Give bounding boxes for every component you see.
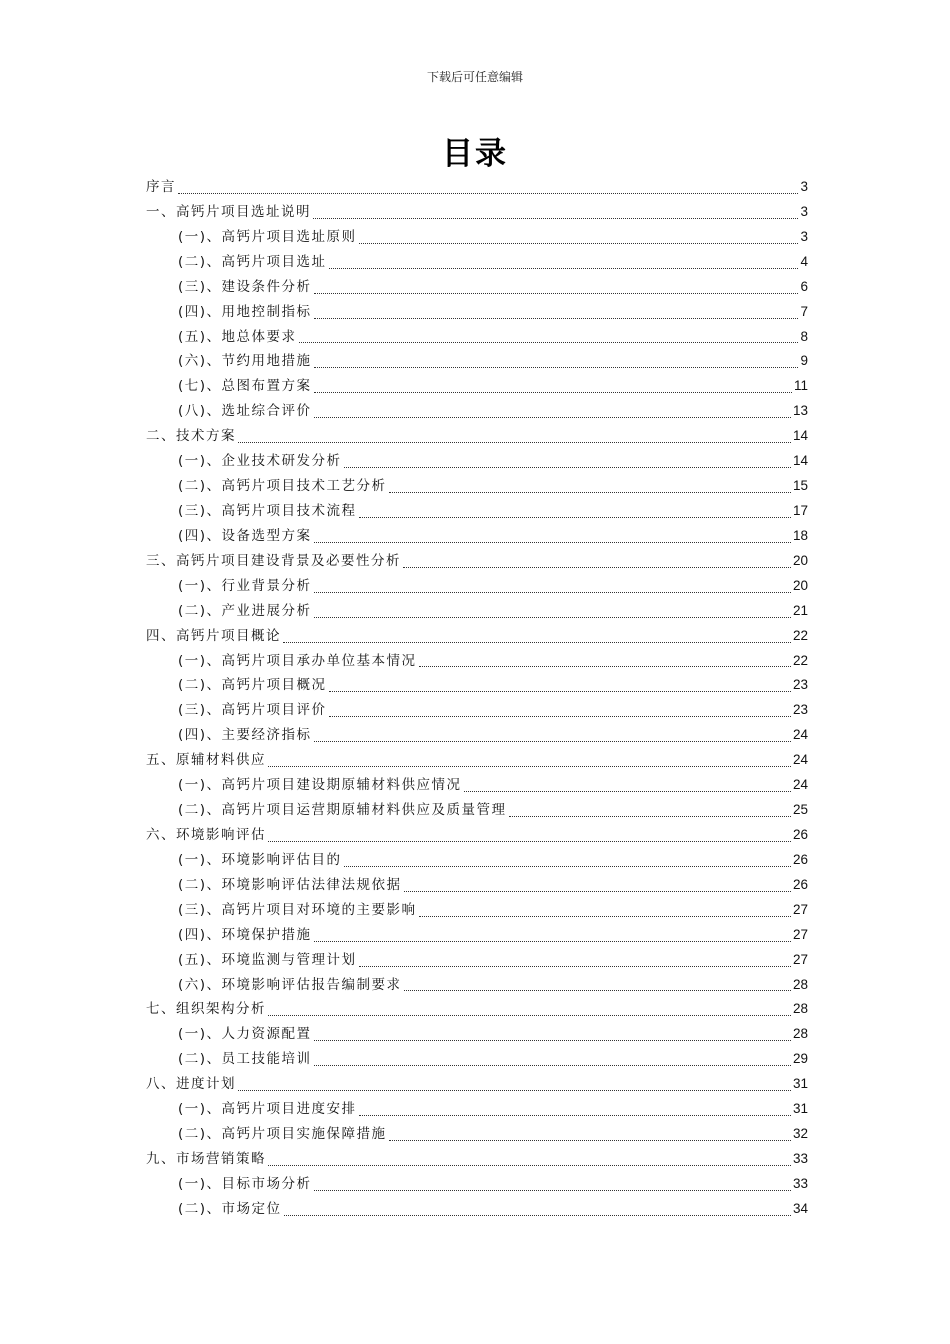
toc-page-number: 15 <box>792 478 808 494</box>
toc-entry-title: 序言 <box>146 179 176 195</box>
toc-entry[interactable] <box>146 275 808 300</box>
toc-page-number: 3 <box>800 228 808 244</box>
toc-page-number: 24 <box>792 752 808 768</box>
toc-entry[interactable] <box>146 449 808 474</box>
toc-entry[interactable] <box>146 698 808 723</box>
toc-entry[interactable] <box>146 649 808 674</box>
toc-entry-title: (五)、环境监测与管理计划 <box>178 951 357 968</box>
dot-leader <box>238 442 791 443</box>
toc-entry[interactable] <box>146 1022 808 1047</box>
toc-entry-title: (二)、产业进展分析 <box>178 602 312 619</box>
toc-entry[interactable] <box>146 1097 808 1122</box>
dot-leader <box>344 866 791 867</box>
toc-entry-title: (六)、节约用地措施 <box>178 353 312 370</box>
toc-entry[interactable] <box>146 1072 808 1097</box>
dot-leader <box>314 417 791 418</box>
toc-entry[interactable] <box>146 873 808 898</box>
toc-page-number: 20 <box>792 552 808 568</box>
toc-entry[interactable] <box>146 997 808 1022</box>
toc-entry[interactable] <box>146 399 808 424</box>
toc-page-number: 31 <box>792 1076 808 1092</box>
dot-leader <box>268 1015 791 1016</box>
dot-leader <box>344 467 791 468</box>
dot-leader <box>404 891 791 892</box>
table-of-contents <box>146 175 808 1222</box>
toc-page-number: 14 <box>792 428 808 444</box>
toc-entry[interactable] <box>146 773 808 798</box>
toc-entry-title: 九、市场营销策略 <box>146 1150 266 1167</box>
toc-entry-title: 五、原辅材料供应 <box>146 752 266 769</box>
toc-entry-title: (四)、主要经济指标 <box>178 727 312 744</box>
toc-entry-title: (一)、目标市场分析 <box>178 1175 312 1192</box>
toc-page-number: 8 <box>800 328 808 344</box>
toc-entry[interactable] <box>146 424 808 449</box>
toc-page-number: 6 <box>800 278 808 294</box>
toc-entry-title: (一)、人力资源配置 <box>178 1026 312 1043</box>
toc-entry[interactable] <box>146 798 808 823</box>
toc-entry-title: (一)、高钙片项目进度安排 <box>178 1101 357 1118</box>
toc-entry-title: (三)、高钙片项目评价 <box>178 702 327 719</box>
toc-entry[interactable] <box>146 200 808 225</box>
dot-leader <box>299 342 799 343</box>
dot-leader <box>314 617 791 618</box>
toc-page-number: 20 <box>792 577 808 593</box>
toc-page-number: 28 <box>792 1001 808 1017</box>
toc-entry-title: (六)、环境影响评估报告编制要求 <box>178 976 402 993</box>
dot-leader <box>313 218 798 219</box>
dot-leader <box>464 791 791 792</box>
dot-leader <box>314 1190 791 1191</box>
toc-entry-title: 七、组织架构分析 <box>146 1001 266 1018</box>
toc-page-number: 28 <box>792 1026 808 1042</box>
dot-leader <box>178 193 798 194</box>
dot-leader <box>403 567 791 568</box>
toc-entry-title: (三)、高钙片项目对环境的主要影响 <box>178 901 417 918</box>
toc-title: 目录 <box>442 136 508 172</box>
toc-entry[interactable] <box>146 1047 808 1072</box>
toc-page-number: 28 <box>792 976 808 992</box>
toc-page-number: 22 <box>792 627 808 643</box>
toc-entry[interactable] <box>146 1147 808 1172</box>
toc-entry-title: (二)、高钙片项目运营期原辅材料供应及质量管理 <box>178 802 507 819</box>
toc-entry-title: (二)、环境影响评估法律法规依据 <box>178 876 402 893</box>
toc-entry-title: (二)、员工技能培训 <box>178 1051 312 1068</box>
toc-page-number: 34 <box>792 1200 808 1216</box>
toc-entry-title: (二)、高钙片项目选址 <box>178 253 327 270</box>
dot-leader <box>314 592 791 593</box>
toc-page-number: 26 <box>792 826 808 842</box>
dot-leader <box>314 367 799 368</box>
toc-entry[interactable] <box>146 1122 808 1147</box>
dot-leader <box>314 318 799 319</box>
dot-leader <box>359 517 791 518</box>
dot-leader <box>314 1065 791 1066</box>
toc-page-number: 33 <box>792 1175 808 1191</box>
toc-entry[interactable] <box>146 574 808 599</box>
toc-entry-title: 二、技术方案 <box>146 428 236 445</box>
toc-entry-title: (七)、总图布置方案 <box>178 378 312 395</box>
toc-page-number: 7 <box>800 303 808 319</box>
toc-entry-title: (五)、地总体要求 <box>178 328 297 345</box>
dot-leader <box>314 741 791 742</box>
toc-entry-title: (八)、选址综合评价 <box>178 403 312 420</box>
toc-entry[interactable] <box>146 624 808 649</box>
toc-page-number: 9 <box>800 353 808 369</box>
dot-leader <box>314 1040 791 1041</box>
toc-page-number: 25 <box>792 802 808 818</box>
toc-entry-title: 四、高钙片项目概论 <box>146 627 281 644</box>
toc-entry[interactable] <box>146 175 808 200</box>
toc-page-number: 27 <box>792 901 808 917</box>
toc-entry[interactable] <box>146 499 808 524</box>
toc-page-number: 18 <box>792 527 808 543</box>
toc-page-number: 32 <box>792 1126 808 1142</box>
dot-leader <box>268 766 791 767</box>
toc-entry-title: (二)、高钙片项目实施保障措施 <box>178 1126 387 1143</box>
toc-entry[interactable] <box>146 848 808 873</box>
toc-entry[interactable] <box>146 349 808 374</box>
toc-entry-title: (二)、高钙片项目概况 <box>178 677 327 694</box>
dot-leader <box>268 841 791 842</box>
dot-leader <box>284 1215 791 1216</box>
toc-page-number: 13 <box>792 403 808 419</box>
toc-entry[interactable] <box>146 300 808 325</box>
toc-entry[interactable] <box>146 723 808 748</box>
toc-entry[interactable] <box>146 823 808 848</box>
dot-leader <box>509 816 791 817</box>
toc-entry[interactable] <box>146 923 808 948</box>
toc-page-number: 31 <box>792 1101 808 1117</box>
toc-entry-title: (三)、建设条件分析 <box>178 278 312 295</box>
toc-page-number: 29 <box>792 1051 808 1067</box>
toc-page-number: 21 <box>792 602 808 618</box>
dot-leader <box>359 243 799 244</box>
toc-page-number: 11 <box>793 378 808 394</box>
toc-page-number: 24 <box>792 727 808 743</box>
dot-leader <box>268 1165 791 1166</box>
toc-page-number: 22 <box>792 652 808 668</box>
toc-entry-title: (四)、环境保护措施 <box>178 926 312 943</box>
toc-entry-title: 六、环境影响评估 <box>146 826 266 843</box>
dot-leader <box>329 268 799 269</box>
dot-leader <box>389 492 791 493</box>
toc-entry[interactable] <box>146 549 808 574</box>
toc-entry-title: (二)、市场定位 <box>178 1200 282 1217</box>
toc-page-number: 17 <box>792 502 808 518</box>
dot-leader <box>404 990 791 991</box>
toc-page-number: 23 <box>792 677 808 693</box>
toc-entry-title: (二)、高钙片项目技术工艺分析 <box>178 478 387 495</box>
dot-leader <box>329 691 791 692</box>
toc-page-number: 4 <box>800 253 808 269</box>
toc-entry-title: (一)、企业技术研发分析 <box>178 453 342 470</box>
toc-entry[interactable] <box>146 524 808 549</box>
toc-entry-title: (一)、环境影响评估目的 <box>178 851 342 868</box>
toc-page-number: 33 <box>792 1150 808 1166</box>
toc-entry-title: 三、高钙片项目建设背景及必要性分析 <box>146 552 401 569</box>
toc-page-number: 14 <box>792 453 808 469</box>
toc-entry-title: (四)、用地控制指标 <box>178 303 312 320</box>
toc-page-number: 24 <box>792 777 808 793</box>
toc-entry[interactable] <box>146 673 808 698</box>
toc-entry[interactable] <box>146 748 808 773</box>
toc-entry[interactable] <box>146 973 808 998</box>
toc-entry-title: 一、高钙片项目选址说明 <box>146 203 311 220</box>
toc-entry-title: (一)、行业背景分析 <box>178 577 312 594</box>
toc-page-number: 27 <box>792 951 808 967</box>
toc-entry-title: (一)、高钙片项目建设期原辅材料供应情况 <box>178 777 462 794</box>
dot-leader <box>238 1090 791 1091</box>
toc-entry[interactable] <box>146 474 808 499</box>
toc-entry[interactable] <box>146 898 808 923</box>
dot-leader <box>329 716 791 717</box>
toc-page-number: 26 <box>792 876 808 892</box>
toc-entry-title: (三)、高钙片项目技术流程 <box>178 502 357 519</box>
toc-page-number: 3 <box>800 203 808 219</box>
toc-entry[interactable] <box>146 250 808 275</box>
toc-entry-title: (一)、高钙片项目选址原则 <box>178 228 357 245</box>
header-note: 下载后可任意编辑 <box>426 70 523 84</box>
dot-leader <box>359 966 791 967</box>
dot-leader <box>419 666 791 667</box>
dot-leader <box>314 293 799 294</box>
dot-leader <box>314 542 791 543</box>
toc-entry[interactable] <box>146 374 808 399</box>
toc-page-number: 26 <box>792 851 808 867</box>
dot-leader <box>419 916 791 917</box>
dot-leader <box>314 941 791 942</box>
dot-leader <box>283 642 791 643</box>
toc-entry[interactable] <box>146 325 808 350</box>
toc-entry-title: 八、进度计划 <box>146 1076 236 1093</box>
toc-entry[interactable] <box>146 1172 808 1197</box>
toc-entry[interactable] <box>146 1197 808 1222</box>
toc-page-number: 27 <box>792 926 808 942</box>
toc-entry-title: (一)、高钙片项目承办单位基本情况 <box>178 652 417 669</box>
toc-entry[interactable] <box>146 599 808 624</box>
dot-leader <box>314 392 792 393</box>
toc-page-number: 23 <box>792 702 808 718</box>
dot-leader <box>389 1140 791 1141</box>
dot-leader <box>359 1115 791 1116</box>
toc-entry-title: (四)、设备选型方案 <box>178 527 312 544</box>
toc-page-number: 3 <box>800 179 808 194</box>
toc-entry[interactable] <box>146 948 808 973</box>
toc-entry[interactable] <box>146 225 808 250</box>
